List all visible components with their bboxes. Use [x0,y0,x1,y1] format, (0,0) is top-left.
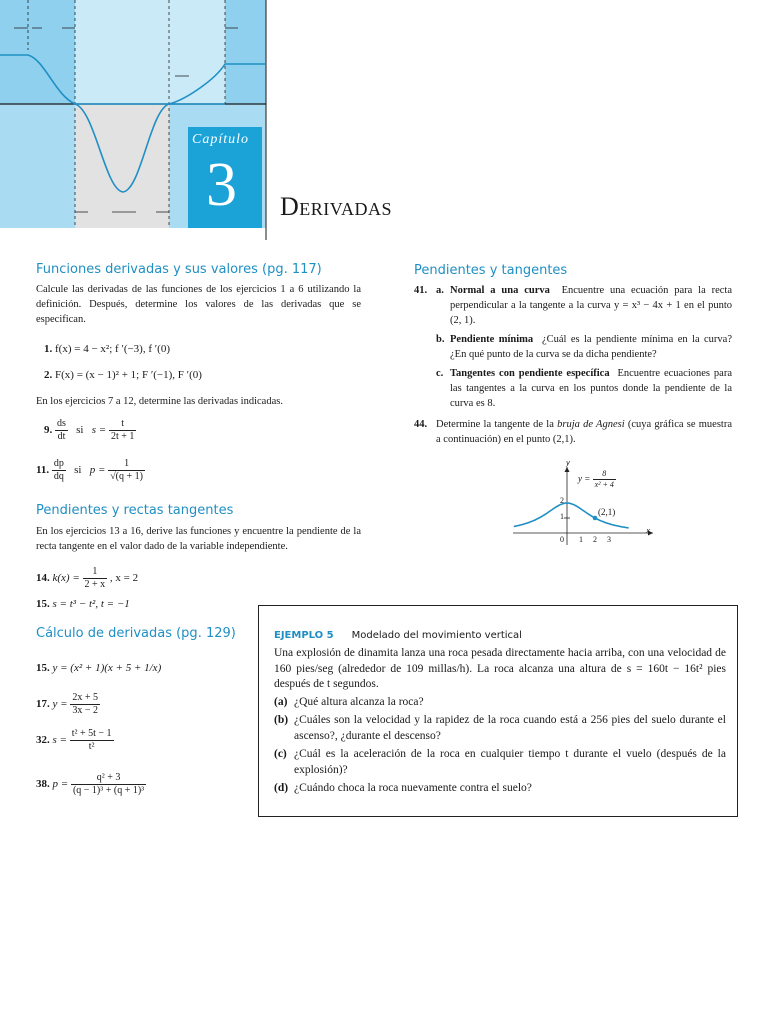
section-heading-pendientes-rectas: Pendientes y rectas tangentes [36,503,234,518]
section2-intro: En los ejercicios 13 a 16, derive las funciones y encuentre la pendiente de la recta tangente en el valor dado de la variable independiente. [36,526,361,552]
graph-y-label: y [566,459,571,467]
section1-intro2: En los ejercicios 7 a 12, determine las derivadas indicadas. [36,396,283,407]
graph-tick-x1: 1 [579,535,583,544]
section-heading-calculo: Cálculo de derivadas (pg. 129) [36,626,236,641]
section-heading-funciones: Funciones derivadas y sus valores (pg. 117) [36,262,322,277]
fraction: $\frac{t}{2t + 1}$ [110,418,135,442]
exercise-17: 17. y = $\frac{2x + 5}{3x - 2}$ [36,692,98,716]
graph-equation: y = $\frac{8}{\text{x² + 4}}$ [578,469,614,489]
exercise-9: 9. $\frac{ds}{dt}$ si s = $\frac{t}{2t + 1}$ [44,418,135,442]
example-content: Una explosión de dinamita lanza una roca pesada directamente hacia arriba, con una velocidad de 160 pies/seg (alrededor de 109 millas/h). La roca alcanza una altura de s = 160t − 16t² pies después de t segundos. (a) ¿Qué altura alcanza la roca? (b) ¿Cuáles son la velocidad y la rapidez de la roca cuando está a 256 pies del suelo durante el ascenso?, ¿durante el descenso? (c) ¿Cuál es la aceleración de la roca en cualquier tiempo t durante el vuelo (después de la explosión)? (d) ¿Cuándo choca la roca nuevamente contra el suelo? [274,647,726,794]
fraction: $\frac{ds}{dt}$ [57,418,66,442]
exercise-1: 1. f(x) = 4 − x²; f ′(−3), f ′(0) [44,343,170,355]
fraction: $\frac{\text{t² + 5t − 1}}{\text{t²}}$ [71,728,112,752]
example-body: Una explosión de dinamita lanza una roca pesada directamente hacia arriba, con una velocidad de 160 pies/seg (alrededor de 109 millas/h). La roca alcanza una altura de s = 160t − 16t² pies después de t segundos. [274,647,726,690]
fraction: $\frac{1}{√(q + 1)}$ [110,458,143,482]
graph-tick-y1: 1 [560,512,564,521]
example-header [274,625,522,643]
chapter-number: 3 [206,151,237,219]
point-2-1-marker [593,516,598,521]
exercise-41: 41. a. Normal a una curva Encuentre una ecuación para la recta perpendicular a la tangente a la curva y = x³ − 4x + 1 en el punto (2, 1). b. Pendiente mínima ¿Cuál es la pendiente mínima en la curva? ¿En qué punto de la curva se da dicha pendiente? c. Tangentes con pendiente específica Encuentre ecuaciones para las tangentes a la curva en los puntos donde la pendiente de la curva es 8. [414,285,733,409]
exercise-11: 11. $\frac{dp}{dq}$ si p = $\frac{1}{√(q + 1)}$ [36,458,143,482]
graph-tick-x0: 0 [560,535,564,544]
exercise-44: 44. Determine la tangente de la bruja de Agnesi (cuya gráfica se muestra a continuación) en el punto (2,1). [414,419,732,445]
graph-tick-x3: 3 [607,535,611,544]
graph-x-label: x [646,527,651,535]
fraction: $\frac{dp}{dq}$ [53,458,64,482]
example-title: Modelado del movimiento vertical [351,630,522,641]
fraction: $\frac{2x + 5}{3x - 2}$ [72,692,98,716]
graph-tick-x2: 2 [593,535,597,544]
fraction: $\frac{\text{q² + 3}}{\text{(q − 1)³ + (q + 1)³}}$ [72,772,145,796]
section1-intro: Calcule las derivadas de las funciones de los ejercicios 1 a 6 utilizando la definición. Después, determine los valores de las derivadas que se especifican. [36,284,361,325]
graph-tick-y2: 2 [560,496,564,505]
exercise-2: 2. F(x) = (x − 1)² + 1; F ′(−1), F ′(0) [44,369,202,381]
exercise-32: 32. s = $\frac{\text{t² + 5t − 1}}{\text{t²}}$ [36,728,112,752]
graph-point-label: (2,1) [598,507,616,517]
section-heading-pendientes-tangentes: Pendientes y tangentes [414,263,568,278]
chapter-label: Capítulo [192,132,250,147]
exercise-15-calc: 15. y = (x² + 1)(x + 5 + 1/x) [36,662,162,674]
fraction: $\frac{1}{2 + x}$ [84,566,106,590]
exercise-15-slopes: 15. s = t³ − t², t = −1 [36,598,130,610]
exercise-38: 38. p = $\frac{\text{q² + 3}}{\text{(q − 1)³ + (q + 1)³}}$ [36,772,145,796]
example-label: EJEMPLO 5 [274,630,334,641]
chapter-title: Derivadas [280,192,392,221]
exercise-14: 14. k(x) = $\frac{1}{2 + x}$ , x = 2 [36,566,139,590]
